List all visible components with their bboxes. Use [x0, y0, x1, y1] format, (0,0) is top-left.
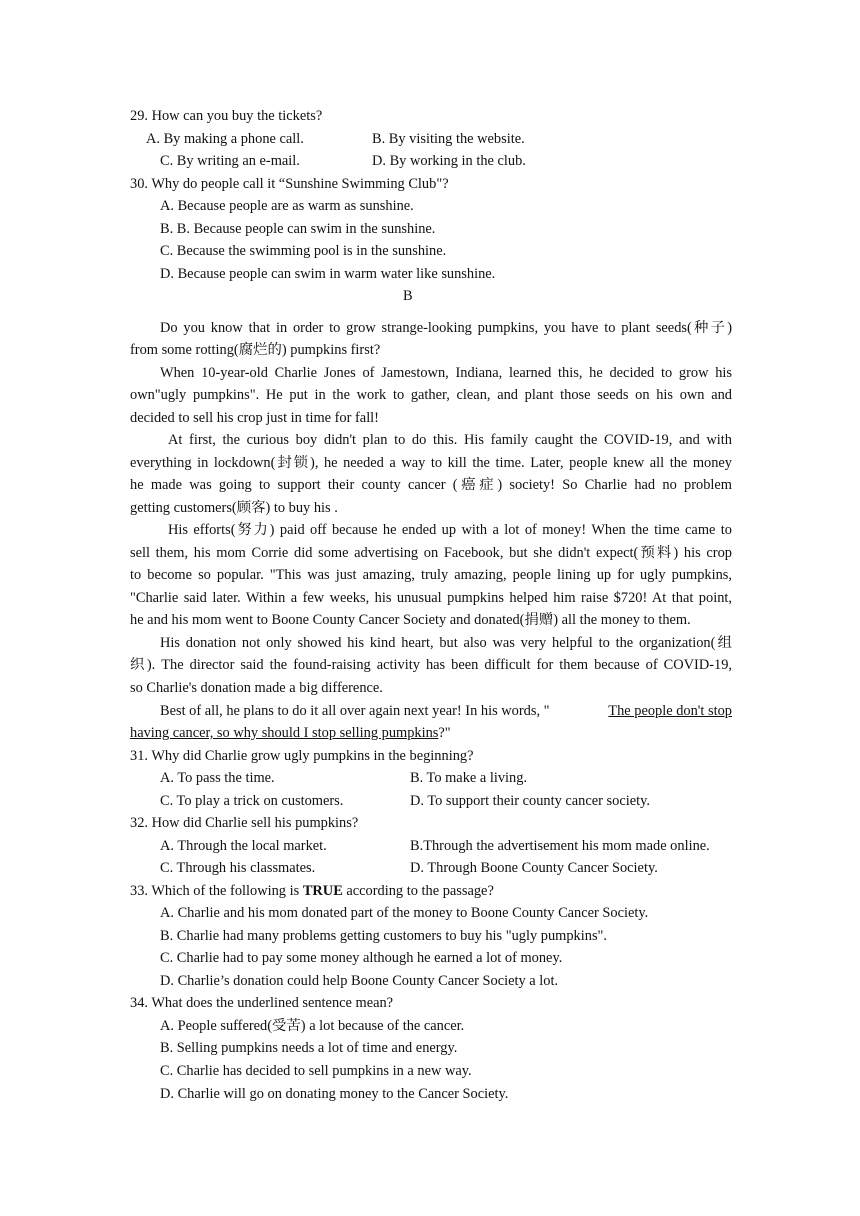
underlined-sentence-part: The people don't stop — [608, 703, 732, 719]
passage-line: everything in lockdown(封锁), he needed a way to kill the time. Later, people knew all the money — [130, 455, 732, 471]
q29-option-a: A. By making a phone call. — [146, 131, 304, 147]
passage-line: so Charlie's donation made a big difference. — [130, 680, 383, 696]
q33-stem-emphasis: TRUE — [302, 883, 343, 899]
passage-line: At first, the curious boy didn't plan to do this. His family caught the COVID-19, and with — [168, 432, 732, 448]
q31-option-c: C. To play a trick on customers. — [160, 793, 344, 809]
q30-option-b: B. B. Because people can swim in the sunshine. — [160, 221, 436, 237]
q30-stem: 30. Why do people call it “Sunshine Swimming Club"? — [130, 176, 449, 192]
q29-option-d: D. By working in the club. — [372, 153, 526, 169]
passage-line: he made was going to support their county cancer (癌症) society! So Charlie had no problem — [130, 477, 732, 493]
passage-line: sell them, his mom Corrie did some advertising on Facebook, but she didn't expect(预料) his crop — [130, 545, 732, 561]
q32-option-b: B.Through the advertisement his mom made online. — [410, 838, 710, 854]
q34-stem: 34. What does the underlined sentence mean? — [130, 995, 394, 1011]
passage-line — [160, 702, 732, 720]
passage-line: getting customers(顾客) to buy his . — [130, 500, 338, 516]
q33-option-c: C. Charlie had to pay some money although he earned a lot of money. — [160, 950, 563, 966]
q33-stem-text: according to the passage? — [342, 883, 494, 899]
q34-option-b: B. Selling pumpkins needs a lot of time and energy. — [160, 1040, 458, 1056]
q33-stem — [130, 882, 494, 900]
passage-line — [130, 724, 451, 742]
q32-stem: 32. How did Charlie sell his pumpkins? — [130, 815, 359, 831]
q32-option-c: C. Through his classmates. — [160, 860, 316, 876]
q33-option-a: A. Charlie and his mom donated part of the money to Boone County Cancer Society. — [160, 905, 649, 921]
passage-line: own"ugly pumpkins". He put in the work to gather, clean, and plant those seeds on his own and — [130, 387, 732, 403]
passage-line: decided to sell his crop just in time for fall! — [130, 410, 379, 426]
q31-option-d: D. To support their county cancer society. — [410, 793, 650, 809]
passage-line: 织). The director said the found-raising activity has been difficult for them because of COVID-19, — [130, 657, 732, 673]
q32-option-d: D. Through Boone County Cancer Society. — [410, 860, 658, 876]
passage-text: ?" — [438, 725, 451, 741]
passage-line: "Charlie said later. Within a few weeks, his unusual pumpkins helped him raise $720! At that point, — [130, 590, 732, 606]
underlined-sentence-part: having cancer, so why should I stop selling pumpkins — [130, 725, 439, 741]
passage-line: he and his mom went to Boone County Cancer Society and donated(捐赠) all the money to them. — [130, 612, 691, 628]
q33-option-b: B. Charlie had many problems getting customers to buy his "ugly pumpkins". — [160, 928, 608, 944]
q34-option-a: A. People suffered(受苦) a lot because of the cancer. — [160, 1018, 465, 1034]
q31-stem: 31. Why did Charlie grow ugly pumpkins in the beginning? — [130, 748, 474, 764]
q32-option-a: A. Through the local market. — [160, 838, 327, 854]
q29-stem: 29. How can you buy the tickets? — [130, 108, 323, 124]
q33-stem-text: 33. Which of the following is — [130, 883, 303, 899]
section-heading: B — [403, 288, 413, 304]
q29-option-b: B. By visiting the website. — [372, 131, 525, 147]
q30-option-d: D. Because people can swim in warm water like sunshine. — [160, 266, 496, 282]
passage-text: Best of all, he plans to do it all over again next year! In his words, " — [160, 703, 550, 719]
passage-line: His efforts(努力) paid off because he ended up with a lot of money! When the time came to — [168, 522, 732, 538]
q31-option-a: A. To pass the time. — [160, 770, 275, 786]
q33-option-d: D. Charlie’s donation could help Boone County Cancer Society a lot. — [160, 973, 559, 989]
q29-option-c: C. By writing an e-mail. — [160, 153, 300, 169]
q31-option-b: B. To make a living. — [410, 770, 528, 786]
passage-line: to become so popular. "This was just amazing, truly amazing, people lining up for ugly pumpkins, — [130, 567, 732, 583]
q30-option-c: C. Because the swimming pool is in the sunshine. — [160, 243, 447, 259]
passage-line: Do you know that in order to grow strange-looking pumpkins, you have to plant seeds(种子) — [160, 320, 732, 336]
passage-line: When 10-year-old Charlie Jones of Jamestown, Indiana, learned this, he decided to grow his — [160, 365, 732, 381]
q34-option-d: D. Charlie will go on donating money to the Cancer Society. — [160, 1086, 509, 1102]
q30-option-a: A. Because people are as warm as sunshine. — [160, 198, 414, 214]
q34-option-c: C. Charlie has decided to sell pumpkins in a new way. — [160, 1063, 472, 1079]
passage-line: from some rotting(腐烂的) pumpkins first? — [130, 342, 381, 358]
passage-line: His donation not only showed his kind heart, but also was very helpful to the organization(组 — [160, 635, 732, 651]
